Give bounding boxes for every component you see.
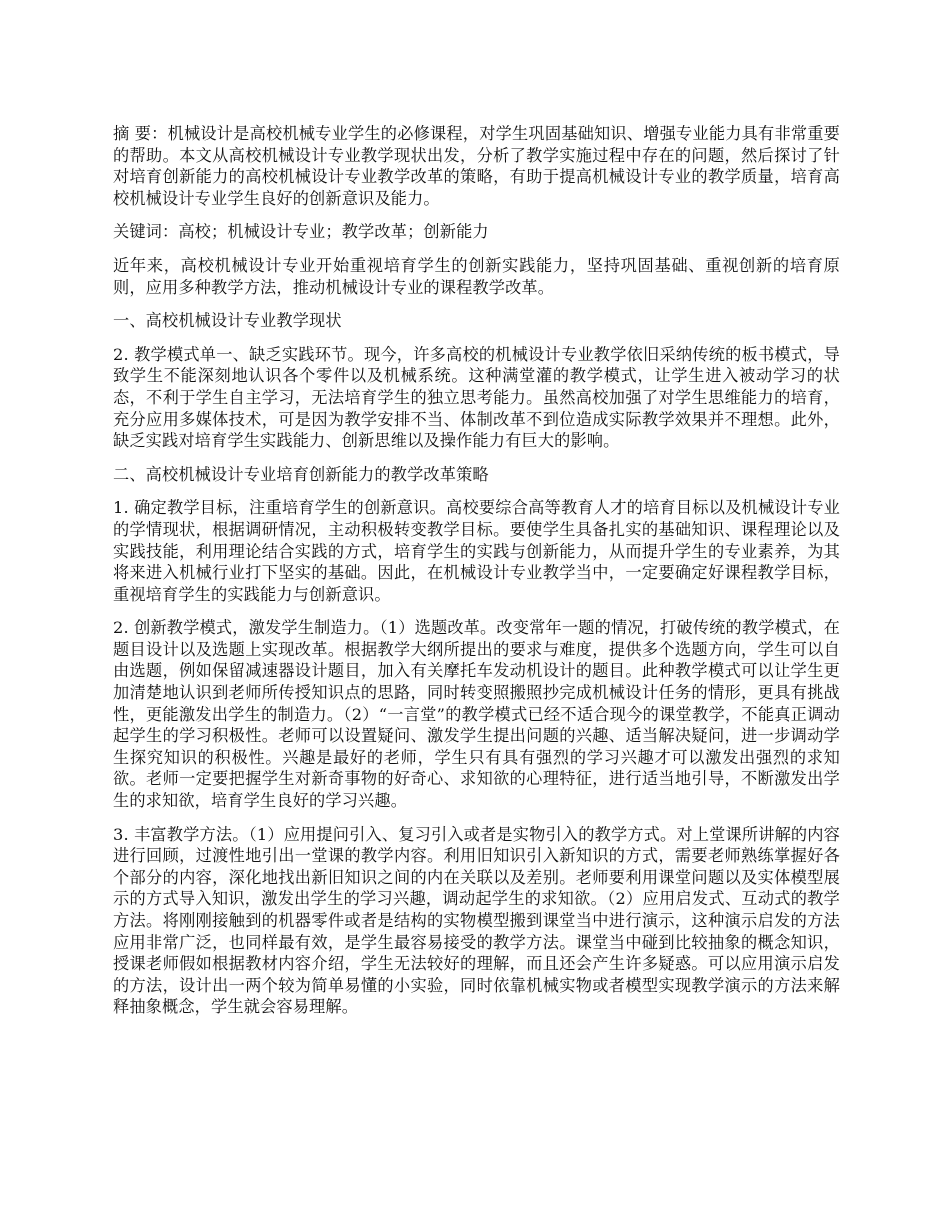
section-1-heading: 一、高校机械设计专业教学现状 [113, 311, 342, 331]
section-2-heading: 二、高校机械设计专业培育创新能力的教学改革策略 [113, 464, 489, 484]
section-2-paragraph-3: 3. 丰富教学方法。（1）应用提问引入、复习引入或者是实物引入的教学方式。对上堂课所讲解的内容进行回顾，过渡性地引出一堂课的教学内容。利用旧知识引入新知识的方式，需要老师熟练掌握好各个部分的内容，深化地找出新旧知识之间的内在关联以及差别。老师要利用课堂问题以及实体模型展示的方式导入知识，激发出学生的学习兴趣，调动起学生的求知欲。（2）应用启发式、互动式的教学方法。将刚刚接触到的机器零件或者是结构的实物模型搬到课堂当中进行演示，这种演示启发的方法应用非常广泛，也同样最有效，是学生最容易接受的教学方法。课堂当中碰到比较抽象的概念知识，授课老师假如根据教材内容介绍，学生无法较好的理解，而且还会产生许多疑惑。可以应用演示启发的方法，设计出一两个较为简单易懂的小实验，同时依靠机械实物或者模型实现教学演示的方法来解释抽象概念，学生就会容易理解。 [113, 824, 840, 1017]
document-body [113, 123, 840, 1030]
abstract-paragraph: 摘 要：机械设计是高校机械专业学生的必修课程，对学生巩固基础知识、增强专业能力具有非常重要的帮助。本文从高校机械设计专业教学现状出发，分析了教学实施过程中存在的问题，然后探讨了针对培育创新能力的高校机械设计专业教学改革的策略，有助于提高机械设计专业的教学质量，培育高校机械设计专业学生良好的创新意识及能力。 [113, 124, 840, 208]
section-2-paragraph-1: 1. 确定教学目标，注重培育学生的创新意识。高校要综合高等教育人才的培育目标以及机械设计专业的学情现状，根据调研情况，主动积极转变教学目标。要使学生具备扎实的基础知识、课程理论以及实践技能，利用理论结合实践的方式，培育学生的实践与创新能力，从而提升学生的专业素养，为其将来进入机械行业打下坚实的基础。因此，在机械设计专业教学当中，一定要确定好课程教学目标，重视培育学生的实践能力与创新意识。 [113, 498, 840, 604]
intro-paragraph: 近年来，高校机械设计专业开始重视培育学生的创新实践能力，坚持巩固基础、重视创新的培育原则，应用多种教学方法，推动机械设计专业的课程教学改革。 [113, 255, 840, 297]
keywords-line: 关键词：高校；机械设计专业；教学改革；创新能力 [113, 222, 489, 242]
section-1-paragraph-1: 2. 教学模式单一、缺乏实践环节。现今，许多高校的机械设计专业教学依旧采纳传统的板书模式，导致学生不能深刻地认识各个零件以及机械系统。这种满堂灌的教学模式，让学生进入被动学习的状态，不利于学生自主学习，无法培育学生的独立思考能力。虽然高校加强了对学生思维能力的培育，充分应用多媒体技术，可是因为教学安排不当、体制改革不到位造成实际教学效果并不理想。此外，缺乏实践对培育学生实践能力、创新思维以及操作能力有巨大的影响。 [113, 344, 840, 451]
section-2-paragraph-2: 2. 创新教学模式，激发学生制造力。（1）选题改革。改变常年一题的情况，打破传统的教学模式，在题目设计以及选题上实现改革。根据教学大纲所提出的要求与难度，提供多个选题方向，学生可以自由选题，例如保留减速器设计题目，加入有关摩托车发动机设计的题目。此种教学模式可以让学生更加清楚地认识到老师所传授知识点的思路，同时转变照搬照抄完成机械设计任务的情形，更具有挑战性，更能激发出学生的制造力。（2）“一言堂”的教学模式已经不适合现今的课堂教学，不能真正调动起学生的学习积极性。老师可以设置疑问、激发学生提出问题的兴趣、适当解决疑问，进一步调动学生探究知识的积极性。兴趣是最好的老师，学生只有具有强烈的学习兴趣才可以激发出强烈的求知欲。老师一定要把握学生对新奇事物的好奇心、求知欲的心理特征，进行适当地引导，不断激发出学生的求知欲，培育学生良好的学习兴趣。 [113, 618, 840, 811]
